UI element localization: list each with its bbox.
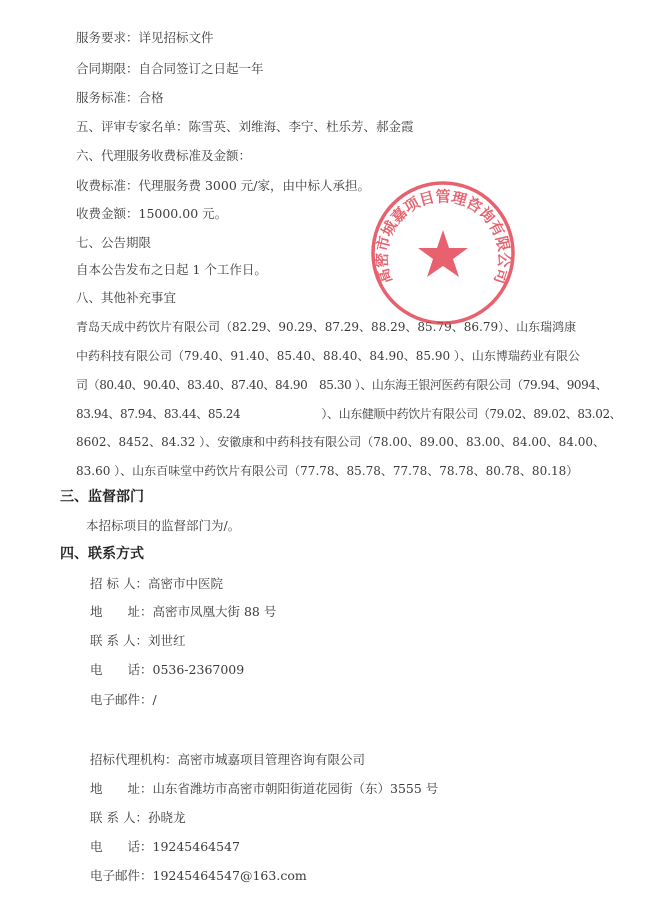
fee-standard: 收费标准：代理服务费 3000 元/家，由中标人承担。 bbox=[76, 178, 370, 193]
star-icon bbox=[418, 230, 468, 277]
svg-text:高密市城嘉项目管理咨询有限公司: 高密市城嘉项目管理咨询有限公司 bbox=[372, 187, 514, 287]
bidder-scores-line: 司（80.40、90.40、83.40、87.40、84.90 85.30 ）、山东海王银河医药有限公司（79.94、9094、 bbox=[76, 378, 608, 392]
bidder-scores-line: 8602、8452、84.32 ）、安徽康和中药科技有限公司（78.00、89.00、83.00、84.00、84.00、 bbox=[76, 435, 606, 449]
section-contact-title: 四、联系方式 bbox=[60, 546, 144, 562]
agency-phone: 电 话：19245464547 bbox=[90, 839, 240, 854]
bidder-scores-line: 青岛天成中药饮片有限公司（82.29、90.29、87.29、88.29、85.79、86.79）、山东瑞鸿康 bbox=[76, 320, 577, 334]
expert-list: 五、评审专家名单：陈雪英、刘维海、李宁、杜乐芳、郝金霞 bbox=[76, 119, 414, 134]
agency-address: 地 址：山东省潍坊市高密市朝阳街道花园街（东）3555 号 bbox=[90, 781, 439, 796]
bidder-scores-line: 83.60 ）、山东百味堂中药饮片有限公司（77.78、85.78、77.78、78.78、80.78、80.18） bbox=[76, 464, 579, 478]
notice-period-heading: 七、公告期限 bbox=[76, 235, 152, 250]
service-standard: 服务标准：合格 bbox=[76, 90, 164, 105]
supervision-text: 本招标项目的监督部门为/。 bbox=[86, 518, 241, 533]
agency-email: 电子邮件：19245464547@163.com bbox=[90, 868, 307, 883]
service-requirement: 服务要求：详见招标文件 bbox=[76, 30, 214, 45]
other-matters-heading: 八、其他补充事宜 bbox=[76, 290, 177, 305]
tenderer-email: 电子邮件：/ bbox=[90, 692, 157, 707]
agency-contact: 联 系 人：孙晓龙 bbox=[90, 810, 186, 825]
notice-period: 自本公告发布之日起 1 个工作日。 bbox=[76, 262, 267, 277]
official-seal-stamp bbox=[368, 178, 518, 328]
agency-name: 招标代理机构：高密市城嘉项目管理咨询有限公司 bbox=[90, 752, 366, 767]
tenderer-contact: 联 系 人：刘世红 bbox=[90, 633, 186, 648]
fee-heading: 六、代理服务收费标准及金额： bbox=[76, 148, 252, 163]
bidder-scores-line: 83.94、87.94、83.44、85.24 ）、山东健顺中药饮片有限公司（79.02、89.02、83.02、 bbox=[76, 407, 622, 421]
bidder-scores-line: 中药科技有限公司（79.40、91.40、85.40、88.40、84.90、85.90 ）、山东博瑞药业有限公 bbox=[76, 349, 580, 363]
fee-amount: 收费金额：15000.00 元。 bbox=[76, 206, 228, 221]
tenderer-name: 招 标 人：高密市中医院 bbox=[90, 576, 223, 591]
section-supervision-title: 三、监督部门 bbox=[60, 489, 144, 505]
tenderer-phone: 电 话：0536-2367009 bbox=[90, 662, 245, 677]
tenderer-address: 地 址：高密市凤凰大街 88 号 bbox=[90, 604, 277, 619]
contract-period: 合同期限：自合同签订之日起一年 bbox=[76, 61, 264, 76]
